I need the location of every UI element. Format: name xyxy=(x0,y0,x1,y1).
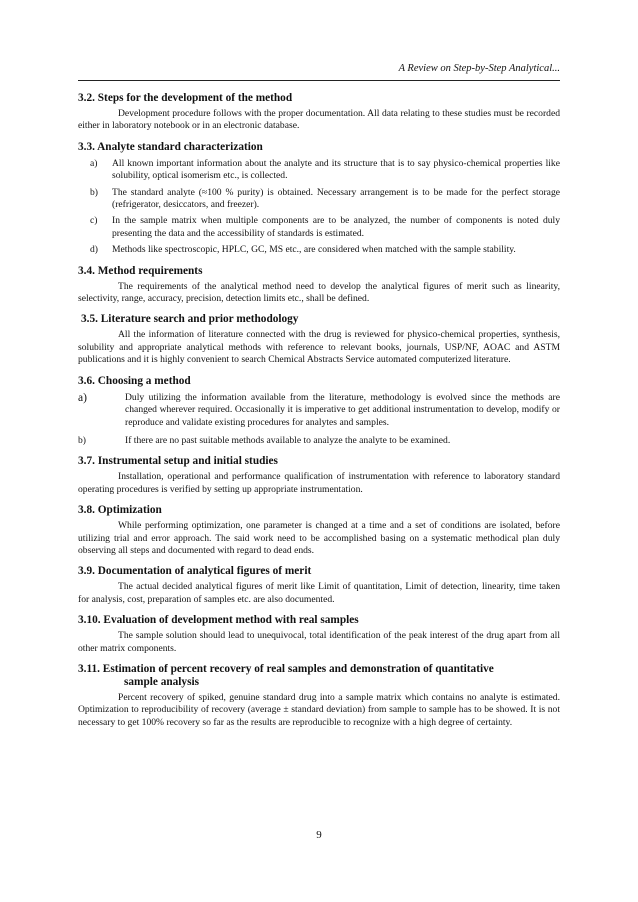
list-item xyxy=(78,158,560,183)
section-3-6 xyxy=(78,375,560,448)
characterization-list xyxy=(78,158,560,257)
section-heading: 3.5. Literature search and prior methodology xyxy=(81,313,299,326)
section-3-11 xyxy=(78,663,560,729)
section-heading: 3.9. Documentation of analytical figures of merit xyxy=(78,565,312,578)
section-paragraph: All the information of literature connected with the drug is reviewed for physico-chemical properties, synthesis, solubility and appropriate analytical methods with reference to relevant books, journals, USP/NF, AOAC and ASTM publications and it is highly convenient to search Chemical Abstracts Service automated computerized literature. xyxy=(78,329,560,366)
section-paragraph: The actual decided analytical figures of merit like Limit of quantitation, Limit of detection, linearity, time taken for analysis, cost, preparation of samples etc. are also documented. xyxy=(78,581,560,605)
section-heading: 3.8. Optimization xyxy=(78,504,162,517)
section-paragraph: The sample solution should lead to unequivocal, total identification of the peak interest of the drug apart from all other matrix components. xyxy=(78,630,560,654)
section-paragraph: Percent recovery of spiked, genuine standard drug into a sample matrix which contains no analyte is estimated. Optimization to reproducibility of recovery (average ± standard deviation) from sample to sample has to be showed. It is not necessary to get 100% recovery so far as the results are reproducible to recognize with a high degree of certainty. xyxy=(78,691,560,728)
section-3-5 xyxy=(78,313,560,366)
page-content xyxy=(78,86,560,729)
section-heading-line-2: sample analysis xyxy=(124,675,200,688)
section-heading: 3.3. Analyte standard characterization xyxy=(78,140,263,153)
section-3-9 xyxy=(78,565,560,606)
section-paragraph: While performing optimization, one parameter is changed at a time and a set of conditions are isolated, before utilizing trial and error approach. The said work need to be accomplished basing on a systematic methodical plan duly observing all steps and documented with regard to dead ends. xyxy=(78,520,560,556)
section-heading: 3.6. Choosing a method xyxy=(78,374,191,387)
page-number: 9 xyxy=(316,829,322,841)
section-heading: 3.7. Instrumental setup and initial studies xyxy=(78,455,278,468)
section-3-7 xyxy=(78,455,560,496)
list-marker: d) xyxy=(90,244,98,256)
header-rule xyxy=(78,80,560,81)
section-heading xyxy=(78,663,560,689)
list-marker: c) xyxy=(90,215,98,227)
section-3-10 xyxy=(78,614,560,655)
list-item-text: In the sample matrix when multiple components are to be analyzed, the number of components is noted duly presenting the data and the accessibility of standards is estimated. xyxy=(112,215,560,239)
section-paragraph: The requirements of the analytical method need to develop the analytical figures of merit such as linearity, selectivity, range, accuracy, precision, detection limits etc., shall be defined. xyxy=(78,280,560,305)
list-item-text: Methods like spectroscopic, HPLC, GC, MS etc., are considered when matched with the sample stability. xyxy=(112,244,516,256)
section-paragraph: Development procedure follows with the proper documentation. All data relating to these studies must be recorded either in laboratory notebook or in an electronic database. xyxy=(78,108,560,132)
running-head: A Review on Step-by-Step Analytical... xyxy=(398,63,560,74)
section-3-8 xyxy=(78,504,560,557)
list-item-text: Duly utilizing the information available from the literature, methodology is evolved since the methods are changed wherever required. Occasionally it is imperative to get additional instrumentation to develop, modify or reproduce and validate existing procedures for analytes and samples. xyxy=(125,391,560,428)
list-marker: a) xyxy=(90,157,98,169)
section-heading: 3.10. Evaluation of development method with real samples xyxy=(78,614,359,627)
list-item xyxy=(78,187,560,212)
section-3-3 xyxy=(78,141,560,257)
list-item-text: If there are no past suitable methods available to analyze the analyte to be examined. xyxy=(125,434,451,446)
list-marker: a) xyxy=(78,391,87,404)
list-marker: b) xyxy=(90,186,98,198)
list-item xyxy=(78,392,560,429)
section-heading-line-1: 3.11. Estimation of percent recovery of real samples and demonstration of quantitative xyxy=(78,662,494,675)
list-item xyxy=(78,244,560,256)
list-item-text: All known important information about the analyte and its structure that is to say physico-chemical properties like solubility, optical isomerism etc., is collected. xyxy=(112,157,560,182)
method-choice-list xyxy=(78,392,560,448)
list-item-text: The standard analyte (≈100 % purity) is obtained. Necessary arrangement is to be made for the perfect storage (refrigerator, desiccators, and freezer). xyxy=(112,186,560,211)
section-paragraph: Installation, operational and performance qualification of instrumentation with reference to laboratory standard operating procedures is verified by setting up appropriate instrumentation. xyxy=(78,471,560,495)
section-3-4 xyxy=(78,265,560,306)
section-heading: 3.4. Method requirements xyxy=(78,264,203,277)
section-3-2 xyxy=(78,92,560,133)
list-marker: b) xyxy=(78,434,86,446)
list-item xyxy=(78,215,560,240)
list-item xyxy=(78,435,560,447)
section-heading: 3.2. Steps for the development of the method xyxy=(78,92,293,104)
